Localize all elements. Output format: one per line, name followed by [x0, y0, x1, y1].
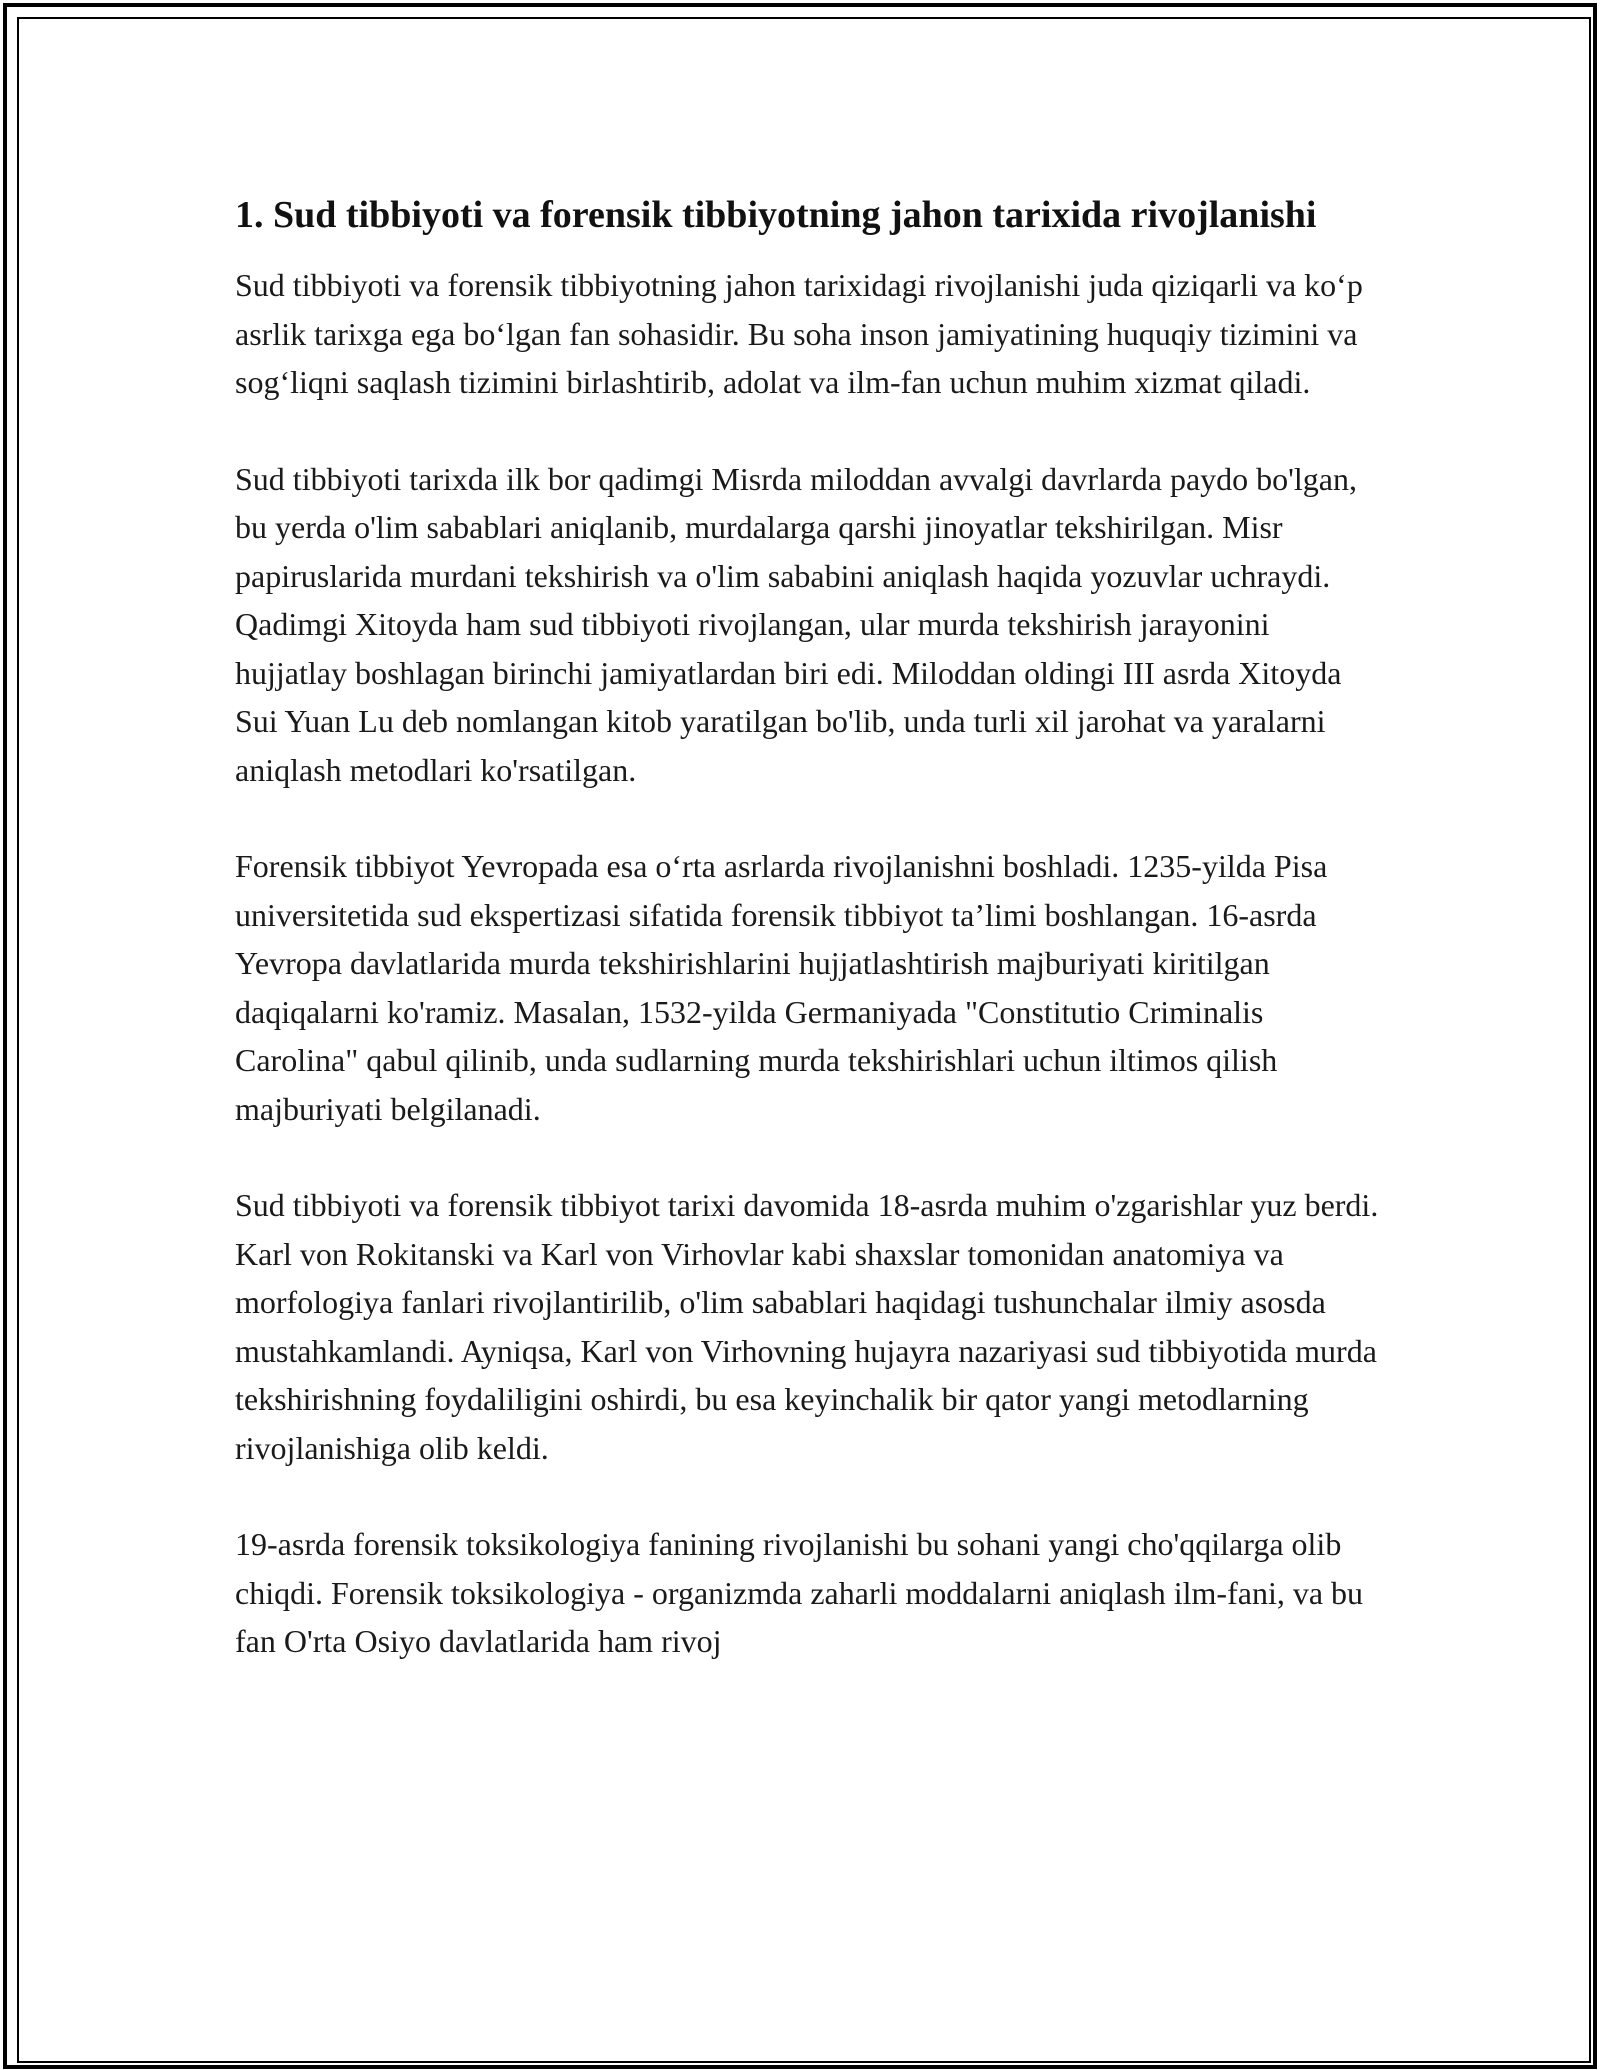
paragraph-ancient-origins: Sud tibbiyoti tarixda ilk bor qadimgi Misrda miloddan avvalgi davrlarda paydo bo'lgan, bu yerda o'lim sabablari aniqlanib, murdalarga qarshi jinoyatlar tekshirilgan. Misr papiruslarida murdani tekshirish va o'lim sababini aniqlash haqida yozuvlar uchraydi. Qadimgi Xitoyda ham sud tibbiyoti rivojlangan, ular murda tekshirish jarayonini hujjatlay boshlagan birinchi jamiyatlardan biri edi. Miloddan oldingi III asrda Xitoyda Sui Yuan Lu deb nomlangan kitob yaratilgan bo'lib, unda turli xil jarohat va yaralarni aniqlash metodlari ko'rsatilgan. [235, 460, 1357, 788]
document-body [235, 187, 1385, 1666]
paragraph-19th-century: 19-asrda forensik toksikologiya fanining rivojlanishi bu sohani yangi cho'qqilarga olib chiqdi. Forensik toksikologiya - organizmda zaharli moddalarni aniqlash ilm-fani, va bu fan O'rta Osiyo davlatlarida ham rivoj [235, 1526, 1364, 1659]
paragraph-intro: Sud tibbiyoti va forensik tibbiyotning jahon tarixidagi rivojlanishi juda qiziqarli va ko‘p asrlik tarixga ega bo‘lgan fan sohasidir. Bu soha inson jamiyatining huquqiy tizimini va sog‘liqni saqlash tizimini birlashtirib, adolat va ilm-fan uchun muhim xizmat qiladi. [235, 267, 1363, 400]
paragraph-europe-middle-ages: Forensik tibbiyot Yevropada esa o‘rta asrlarda rivojlanishni boshladi. 1235-yilda Pisa universitetida sud ekspertizasi sifatida forensik tibbiyot ta’limi boshlangan. 16-asrda Yevropa davlatlarida murda tekshirishlarini hujjatlashtirish majburiyati kiritilgan daqiqalarni ko'ramiz. Masalan, 1532-yilda Germaniyada "Constitutio Criminalis Carolina" qabul qilinib, unda sudlarning murda tekshirishlari uchun iltimos qilish majburiyati belgilanadi. [235, 848, 1328, 1127]
paragraph-18th-century: Sud tibbiyoti va forensik tibbiyot tarixi davomida 18-asrda muhim o'zgarishlar yuz berdi. Karl von Rokitanski va Karl von Virhovlar kabi shaxslar tomonidan anatomiya va morfologiya fanlari rivojlantirilib, o'lim sabablari haqidagi tushunchalar ilmiy asosda mustahkamlandi. Ayniqsa, Karl von Virhovning hujayra nazariyasi sud tibbiyotida murda tekshirishning foydaliligini oshirdi, bu esa keyinchalik bir qator yangi metodlarning rivojlanishiga olib keldi. [235, 1187, 1379, 1466]
document-title: 1. Sud tibbiyoti va forensik tibbiyotning jahon tarixida rivojlanishi [235, 194, 1317, 236]
